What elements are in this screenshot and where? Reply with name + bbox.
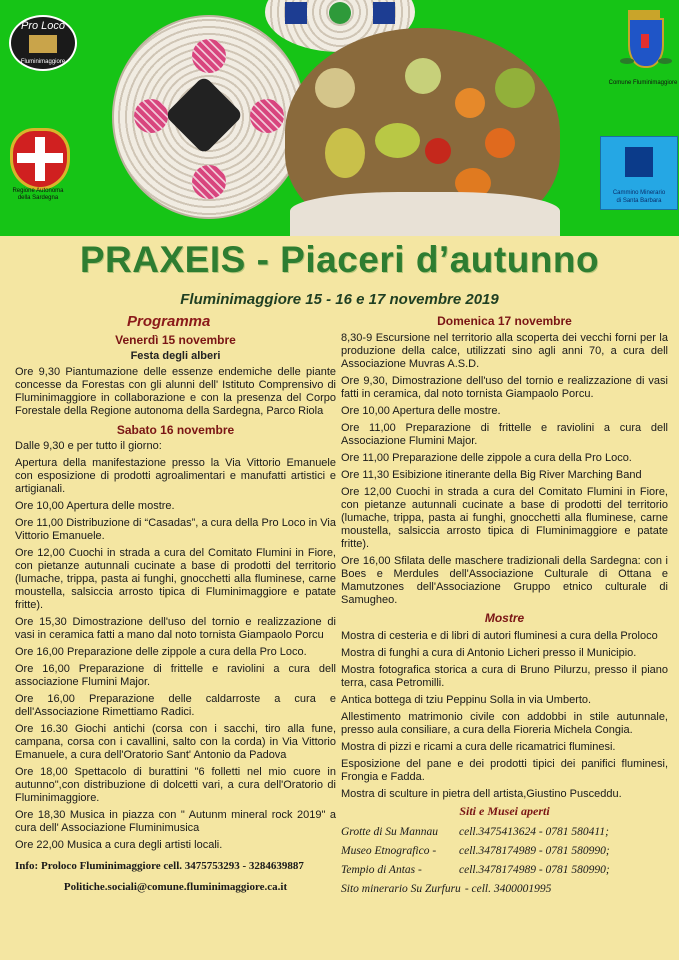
program-item: Apertura della manifestazione presso la Via Vittorio Emanuele con esposizione di prodotti agroalimentari e manufatti artistici e artigianali. [15,457,336,495]
friday-heading: Venerdì 15 novembre [115,333,236,347]
program-item: Dalle 9,30 e per tutto il giorno: [15,440,162,452]
program-item: Ore 15,30 Dimostrazione dell'uso del tornio e realizzazione di vasi in ceramica fatti a mano dal noto tornista Giampaolo Porcu [15,616,336,641]
tower-icon [641,34,649,48]
basket-motif [192,165,226,199]
site-contact: cell.3478174989 - 0781 580990; [459,864,610,876]
comune-logo [608,12,678,97]
program-item: 8,30-9 Escursione nel territorio alla scoperta dei vecchi forni per la produzione della calce, utilizzati sino agli anni 70, a cura dell Associazione Muvras A.S.D. [341,332,668,370]
fruit [325,128,365,178]
cloth [290,192,560,236]
mostre-heading: Mostre [484,611,525,625]
mostra-item: Esposizione del pane e dei prodotti tipici dei panifici fluminesi, Frongia e Fadda. [341,758,668,783]
comune-caption: Comune Fluminimaggiore [608,80,678,86]
program-item: Ore 11,00 Preparazione di frittelle e raviolini a cura dell Associazione Flumini Major. [341,422,668,447]
program-item: Ore 18,00 Spettacolo di burattini "6 folletti nel mio cuore in autunno",con distribuzione di dolcetti vari, a cura dell'Oratorio di Fluminimaggiore. [15,766,336,804]
siti-heading: Siti e Musei aperti [459,804,550,818]
program-item: Ore 10,00 Apertura delle mostre. [341,405,501,417]
program-item: Ore 18,30 Musica in piazza con " Autunm mineral rock 2019" a cura dell' Associazione Fluminimusica [15,809,336,834]
fruit [455,88,485,118]
site-contact: cell.3478174989 - 0781 580990; [459,845,610,857]
basket-motif [285,2,307,24]
crown-icon [628,10,660,18]
mostra-item: Mostra di sculture in pietra dell artista,Giustino Pusceddu. [341,788,622,800]
cammino-caption-line2: di Santa Barbara [616,198,662,204]
site-name: Sito minerario Su Zurfuru [341,883,461,895]
program-item: Ore 11,00 Preparazione delle zippole a cura della Pro Loco. [341,452,632,464]
program-item: Ore 9,30 Piantumazione delle essenze endemiche delle piante concesse da Forestas con gli alunni dell' Istituto Comprensivo di Fluminimaggiore in collaborazione e con la presenza del Corpo Forestale della Regione autonoma della Sardegna, Parco Riola [15,366,336,417]
comune-shield-icon [628,18,664,68]
info-email[interactable]: Politiche.sociali@comune.fluminimaggiore.ca.it [63,881,288,893]
site-row [341,842,668,861]
program-item: Ore 16,00 Sfilata delle maschere tradizionali della Sardegna: con i Boes e Merdules dell'Associazione Culturale di Ottana e Mamutzones dell'Associazione Gruppo etnico culturale di Samugheo. [341,555,668,606]
regione-sardegna-logo [8,128,66,201]
site-contact: - cell. 3400001995 [464,883,552,895]
program-item: Ore 22,00 Musica a cura degli artisti locali. [15,839,223,851]
site-row [341,861,668,880]
mostra-item: Antica bottega di tziu Peppinu Solla in via Umberto. [341,694,592,706]
basket-motif [329,2,351,24]
left-column [15,315,336,898]
sardinia-shield-icon [10,128,70,190]
event-title: PRAXEIS - Piaceri d’autunno [79,239,600,280]
sunday-heading: Domenica 17 novembre [437,314,572,328]
basket-motif [373,2,395,24]
basket-motif [192,39,226,73]
siti-list [341,823,668,899]
program-item: Ore 10,00 Apertura delle mostre. [15,500,175,512]
program-item: Ore 9,30, Dimostrazione dell'uso del tornio e realizzazione di vasi fatti in ceramica, dal noto tornista Giampaolo Porcu. [341,375,668,400]
regione-caption-line1: Regione Autonoma [12,188,64,194]
proloco-logo [9,15,77,71]
right-column [341,315,668,899]
site-name: Tempio di Antas - [341,864,422,876]
fruit [495,68,535,108]
cammino-caption-line1: Cammino Minerario [612,190,666,196]
program-item: Ore 11,30 Esibizione itinerante della Big River Marching Band [341,469,642,481]
site-row [341,880,668,899]
basket-motif [134,99,168,133]
proloco-logo-title: Pro Loco [20,20,66,32]
regione-caption-line2: della Sardegna [17,195,59,201]
programma-heading: Programma [127,313,211,330]
program-item: Ore 16,00 Preparazione di frittelle e raviolini a cura dell associazione Flumini Major. [15,663,336,688]
temple-icon [29,35,57,53]
fruit [425,138,451,164]
fruit [405,58,441,94]
program-item: Ore 11,00 Distribuzione di “Casadas”, a cura della Pro Loco in Via Vittorio Emanuele. [15,517,336,542]
fruit [375,123,420,158]
program-item: Ore 12,00 Cuochi in strada a cura del Comitato Flumini in Fiore, con pietanze autunnali cucinate a base di prodotti del territorio (lumache, trippa, pasta ai funghi, gnocchetti alla fluminese, carne moustella, salsiccia arrosto tipica di Fluminimaggiore e patate fritte). [341,486,668,550]
mostra-item: Mostra di funghi a cura di Antonio Licheri presso il Municipio. [341,647,637,659]
program-item: Ore 16.30 Giochi antichi (corsa con i sacchi, tiro alla fune, campana, corsa con i cavallini, salto con la corda) in Via Vittorio Emanuele, a cura dell'Oratorio Sant' Antonio da Padova [15,723,336,761]
mine-tower-icon [625,147,653,177]
program-item: Ore 16,00 Preparazione delle caldarroste a cura e dell'Associazione Rimettiamo Radici. [15,693,336,718]
basket-star-pattern [164,75,243,154]
mostra-item: Mostra di cesteria e di libri di autori fluminesi a cura della Proloco [341,630,658,642]
site-contact: cell.3475413624 - 0781 580411; [459,826,609,838]
cammino-minerario-logo [600,136,678,210]
event-dates: Fluminimaggiore 15 - 16 e 17 novembre 2019 [180,291,499,308]
fruit [485,128,515,158]
site-name: Grotte di Su Mannau [341,826,438,838]
hero-image [0,0,679,236]
mostra-item: Allestimento matrimonio civile con addobbi in stile autunnale, presso aula consiliare, a cura della Fioreria Michela Congia. [341,711,668,736]
mostra-item: Mostra fotografica storica a cura di Bruno Pilurzu, presso il piano terra, casa Petromilli. [341,664,668,689]
laurel-icon [658,58,672,64]
proloco-logo-subtitle: Fluminimaggiore [20,59,66,65]
info-phone: Info: Proloco Fluminimaggiore cell. 3475753293 - 3284639887 [15,860,304,872]
woven-basket [112,15,306,219]
friday-subheading: Festa degli alberi [130,350,221,362]
fruit [315,68,355,108]
program-item: Ore 16,00 Preparazione delle zippole a cura della Pro Loco. [15,646,307,658]
basket-motif [250,99,284,133]
laurel-icon [620,58,634,64]
mostra-item: Mostra di pizzi e ricami a cura delle ricamatrici fluminesi. [341,741,616,753]
saturday-heading: Sabato 16 novembre [116,423,235,437]
program-item: Ore 12,00 Cuochi in strada a cura del Comitato Flumini in Fiore, con pietanze autunnali cucinate a base di prodotti del territorio (lumache, trippa, pasta ai funghi, gnocchetti alla fluminese, carne moustella, salsiccia arrosto tipica di Fluminimaggiore e patate fritte). [15,547,336,611]
site-row [341,823,668,842]
site-name: Museo Etnografico - [341,845,437,857]
